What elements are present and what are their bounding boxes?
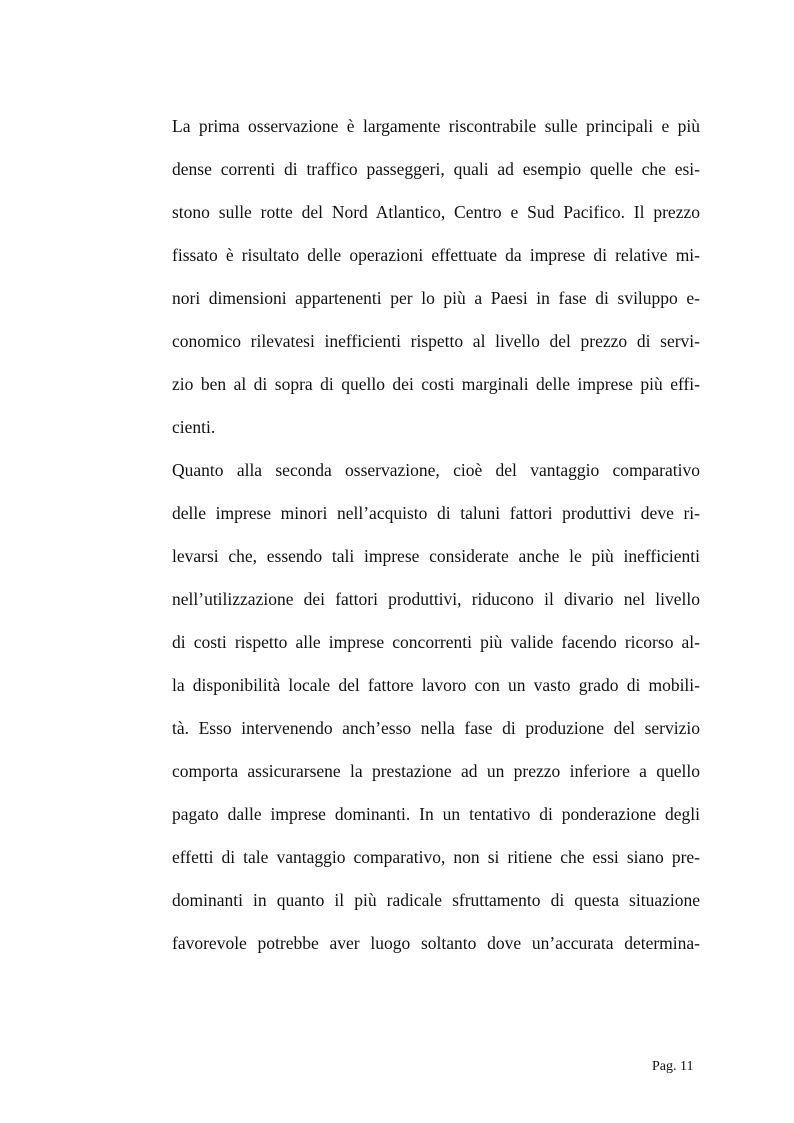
page-number: Pag. 11 — [652, 1059, 694, 1074]
text-line: delle imprese minori nell’acquisto di taluni fattori produttivi deve ri- — [172, 503, 700, 523]
text-line: dense correnti di traffico passeggeri, quali ad esempio quelle che esi- — [172, 159, 700, 179]
text-line: effetti di tale vantaggio comparativo, non si ritiene che essi siano pre- — [172, 847, 700, 867]
body-text — [172, 111, 700, 971]
text-line: tà. Esso intervenendo anch’esso nella fase di produzione del servizio — [172, 718, 700, 738]
text-line: Quanto alla seconda osservazione, cioè del vantaggio comparativo — [172, 460, 700, 480]
text-line: nori dimensioni appartenenti per lo più a Paesi in fase di sviluppo e- — [172, 288, 700, 308]
text-line: fissato è risultato delle operazioni effettuate da imprese di relative mi- — [172, 245, 700, 265]
text-line: comporta assicurarsene la prestazione ad un prezzo inferiore a quello — [172, 761, 700, 781]
paragraph-1 — [172, 111, 700, 455]
text-line: cienti. — [172, 417, 216, 437]
text-line: zio ben al di sopra di quello dei costi marginali delle imprese più effi- — [172, 374, 700, 394]
text-line: favorevole potrebbe aver luogo soltanto dove un’accurata determina- — [172, 933, 700, 953]
text-line: dominanti in quanto il più radicale sfruttamento di questa situazione — [172, 890, 700, 910]
text-line: La prima osservazione è largamente riscontrabile sulle principali e più — [172, 116, 700, 136]
text-line: di costi rispetto alle imprese concorrenti più valide facendo ricorso al- — [172, 632, 700, 652]
text-line: nell’utilizzazione dei fattori produttivi, riducono il divario nel livello — [172, 589, 700, 609]
text-line: stono sulle rotte del Nord Atlantico, Centro e Sud Pacifico. Il prezzo — [172, 202, 700, 222]
text-line: conomico rilevatesi inefficienti rispetto al livello del prezzo di servi- — [172, 331, 700, 351]
text-line: pagato dalle imprese dominanti. In un tentativo di ponderazione degli — [172, 804, 700, 824]
text-line: la disponibilità locale del fattore lavoro con un vasto grado di mobili- — [172, 675, 700, 695]
text-line: levarsi che, essendo tali imprese considerate anche le più inefficienti — [172, 546, 700, 566]
paragraph-2 — [172, 455, 700, 971]
